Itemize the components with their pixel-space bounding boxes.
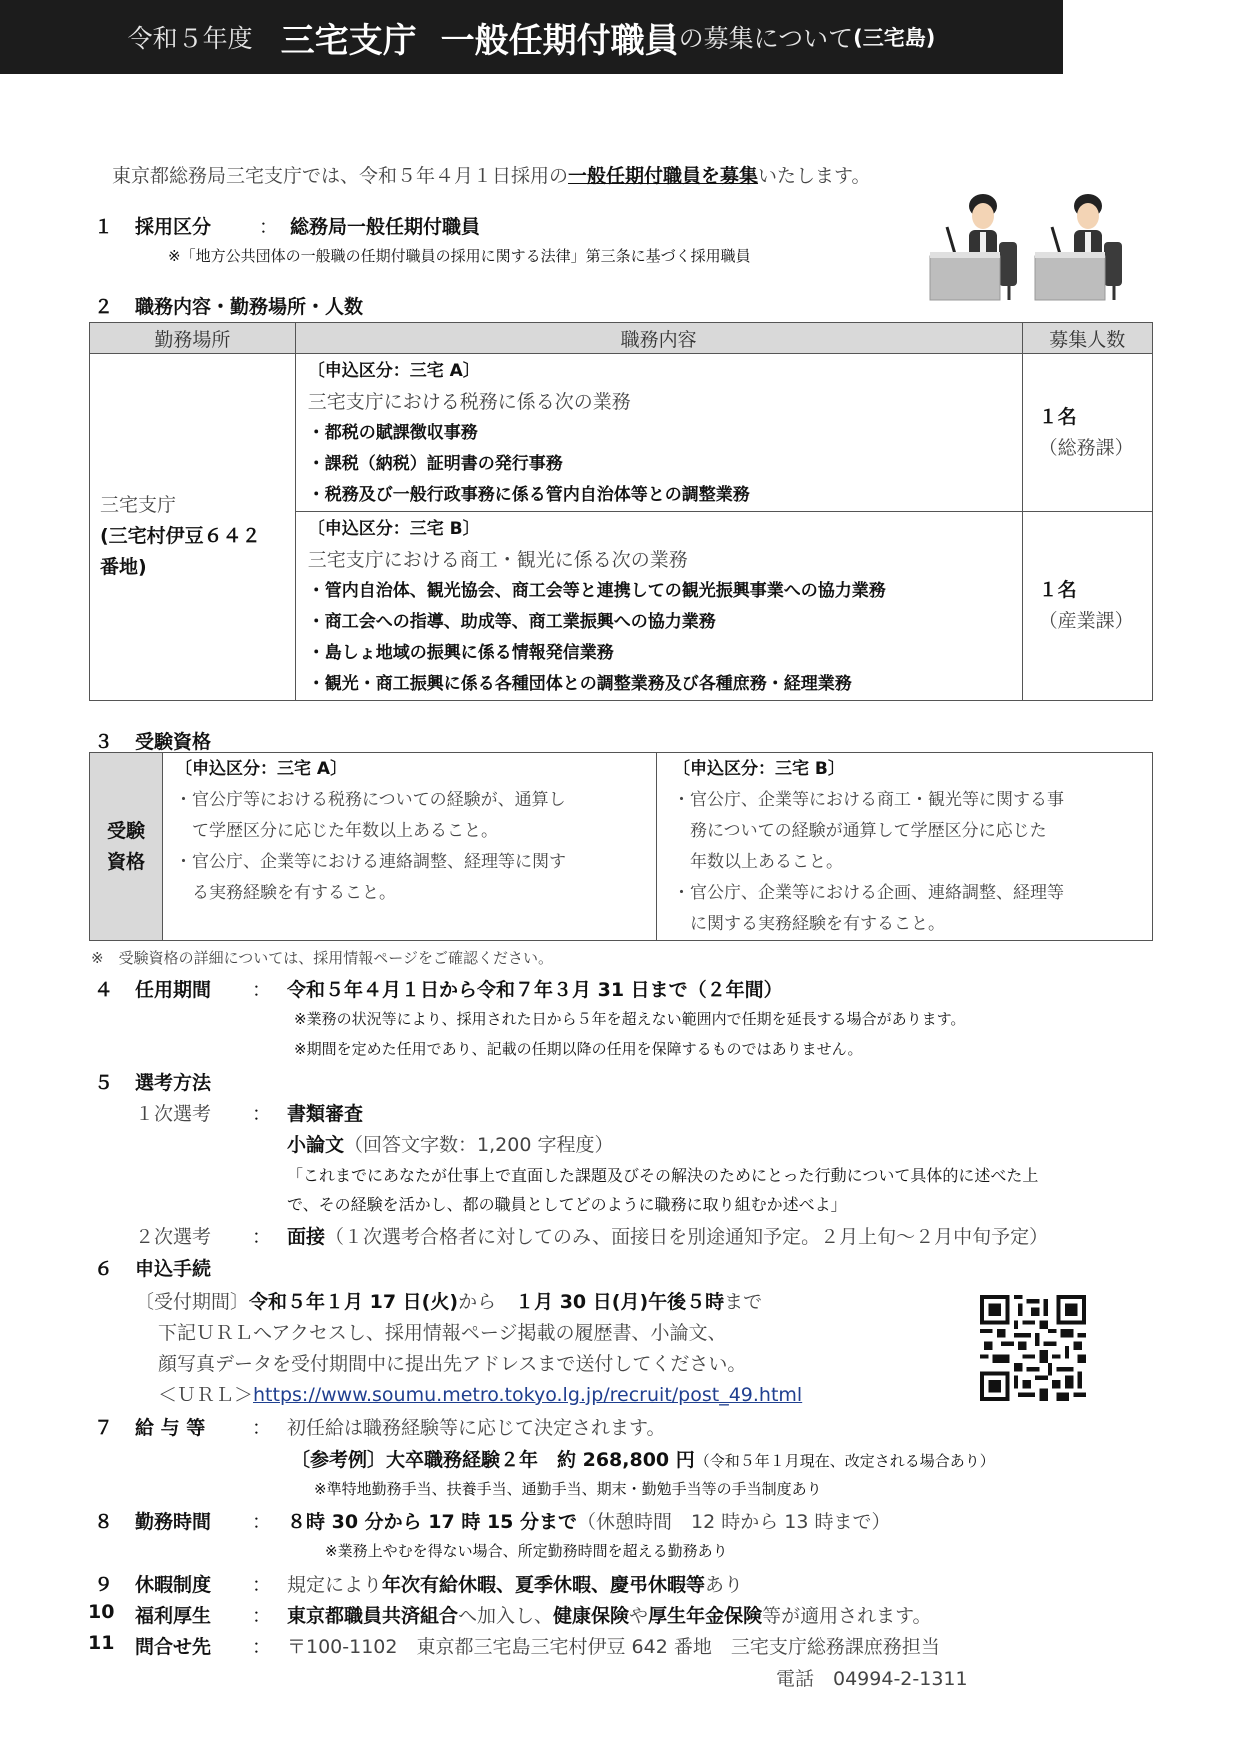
s7-example: 〔参考例〕大卒職務経験２年 約 268,800 円（令和５年１月現在、改定される場合あり）	[291, 1449, 995, 1471]
duties-b-label: 〔申込区分：三宅 B〕	[307, 519, 480, 539]
duties-b-item: ・観光・商工振興に係る各種団体との調整業務及び各種庶務・経理業務	[307, 674, 852, 694]
s5-second-label: ２次選考	[135, 1226, 212, 1248]
place-line: 三宅支庁	[100, 493, 177, 516]
s8-colon: ：	[252, 1511, 272, 1533]
s4-note: ※期間を定めた任用であり、記載の任期以降の任用を保障するものではありません。	[294, 1040, 863, 1058]
qual-b-line: ・官公庁、企業等における商工・観光等に関する事	[673, 790, 1064, 810]
url-label: ＜ＵＲＬ＞	[158, 1384, 254, 1406]
qualification-label: 受験	[106, 819, 145, 842]
qual-b-label: 〔申込区分：三宅 B〕	[673, 759, 845, 779]
s2-number: ２	[94, 296, 114, 318]
duties-table	[89, 322, 1153, 701]
recruit-url-link[interactable]: https://www.soumu.metro.tokyo.lg.jp/recruit/post_49.html	[253, 1384, 803, 1406]
s6-instructions: 顔写真データを受付期間中に提出先アドレスまで送付してください。	[158, 1353, 747, 1375]
duties-a-cell	[295, 354, 1022, 512]
place-line: 番地)	[100, 555, 147, 578]
duties-b-cell	[295, 512, 1022, 701]
s6-title: 申込手続	[135, 1258, 212, 1280]
count-b: １名	[1038, 579, 1077, 601]
place-line: (三宅村伊豆６４２	[100, 524, 261, 547]
s3-note: ※ 受験資格の詳細については、採用情報ページをご確認ください。	[91, 949, 553, 967]
qual-a-line: る実務経験を有すること。	[175, 883, 396, 903]
s4-title: 任用期間	[135, 979, 212, 1001]
s10-title: 福利厚生	[135, 1605, 212, 1627]
duties-a-label: 〔申込区分：三宅 A〕	[307, 361, 480, 381]
s11-tel: 電話 04994-2-1311	[776, 1668, 968, 1690]
s11-title: 問合せ先	[135, 1636, 212, 1658]
qr-code-icon[interactable]	[980, 1295, 1086, 1401]
s4-note: ※業務の状況等により、採用された日から５年を超えない範囲内で任期を延長する場合があります。	[294, 1010, 966, 1028]
qual-a-line: ・官公庁等における税務についての経験が、通算し	[175, 790, 566, 810]
s5-number: ５	[94, 1072, 114, 1094]
s6-url-row	[158, 1380, 802, 1407]
banner-office: 三宅支庁	[280, 20, 417, 61]
duties-b-lead: 三宅支庁における商工・観光に係る次の業務	[307, 549, 688, 571]
work-place-cell	[90, 354, 296, 701]
count-a: １名	[1038, 405, 1077, 428]
banner-suffix: の募集について	[678, 24, 854, 53]
s10-value: 東京都職員共済組合へ加入し、健康保険や厚生年金保険等が適用されます。	[287, 1605, 932, 1627]
s8-title: 勤務時間	[135, 1511, 212, 1533]
s5-essay-question: 「これまでにあなたが仕事上で直面した課題及びその解決のためにとった行動について具体的に述べた上	[287, 1166, 1039, 1185]
duties-a-lead: 三宅支庁における税務に係る次の業務	[307, 391, 631, 413]
s5-title: 選考方法	[135, 1072, 212, 1094]
count-b-cell	[1022, 512, 1152, 701]
banner-job: 一般任期付職員	[440, 20, 679, 61]
intro-text: 東京都総務局三宅支庁では、令和５年４月１日採用の一般任期付職員を募集いたします。	[112, 165, 871, 187]
s6-instructions: 下記ＵＲＬへアクセスし、採用情報ページ掲載の履歴書、小論文、	[158, 1322, 727, 1344]
s1-colon: ：	[259, 216, 279, 238]
header-place: 勤務場所	[90, 323, 296, 354]
title-banner	[0, 0, 1063, 74]
qualification-label-cell	[90, 753, 163, 941]
duties-a-item: ・税務及び一般行政事務に係る管内自治体等との調整業務	[307, 485, 750, 505]
count-a-cell	[1022, 354, 1152, 512]
office-worker-illustration	[1030, 192, 1140, 302]
qualification-label: 資格	[106, 850, 145, 873]
duties-b-item: ・商工会への指導、助成等、商工業振興への協力業務	[307, 612, 716, 632]
dept-a: （総務課）	[1038, 436, 1134, 459]
s1-note: ※「地方公共団体の一般職の任期付職員の採用に関する法律」第三条に基づく採用職員	[168, 247, 751, 265]
qual-b-line: に関する実務経験を有すること。	[673, 914, 945, 934]
qual-b-line: ・官公庁、企業等における企画、連絡調整、経理等	[673, 883, 1064, 903]
s5-first-value: 書類審査	[287, 1103, 364, 1125]
office-worker-illustration	[925, 192, 1035, 302]
s5-colon: ：	[252, 1226, 272, 1248]
qual-a-line: て学歴区分に応じた年数以上あること。	[175, 821, 498, 841]
s2-title: 職務内容・勤務場所・人数	[135, 296, 364, 318]
qualification-a-cell	[163, 753, 657, 941]
duties-b-item: ・管内自治体、観光協会、商工会等と連携しての観光振興事業への協力業務	[307, 581, 886, 601]
s11-number: 11	[88, 1632, 115, 1654]
s8-number: ８	[94, 1511, 114, 1533]
s11-address: 〒100-1102 東京都三宅島三宅村伊豆 642 番地 三宅支庁総務課庶務担当	[287, 1636, 940, 1658]
s1-number: １	[94, 216, 114, 238]
s7-value: 初任給は職務経験等に応じて決定されます。	[287, 1417, 666, 1439]
banner-year: 令和５年度	[127, 24, 253, 53]
s5-colon: ：	[252, 1103, 272, 1125]
s9-value: 規定により年次有給休暇、夏季休暇、慶弔休暇等あり	[287, 1574, 744, 1596]
s5-first-label: １次選考	[135, 1103, 212, 1125]
header-duties: 職務内容	[295, 323, 1022, 354]
s8-note: ※業務上やむを得ない場合、所定勤務時間を超える勤務あり	[325, 1542, 728, 1560]
duties-a-item: ・都税の賦課徴収事務	[307, 423, 478, 443]
qualification-table	[89, 752, 1153, 941]
s3-number: ３	[94, 731, 114, 753]
banner-island: (三宅島)	[853, 26, 936, 50]
s1-title: 採用区分	[135, 216, 212, 238]
dept-b: （産業課）	[1038, 610, 1134, 632]
s10-colon: ：	[252, 1605, 272, 1627]
s9-number: ９	[94, 1574, 114, 1596]
s5-essay-question: で、その経験を活かし、都の職員としてどのように職務に取り組むか述べよ」	[287, 1195, 847, 1214]
header-count: 募集人数	[1022, 323, 1152, 354]
s6-period: 〔受付期間〕令和５年１月 17 日(火)から １月 30 日(月)午後５時まで	[135, 1291, 763, 1313]
s9-title: 休暇制度	[135, 1574, 212, 1596]
s4-value: 令和５年４月１日から令和７年３月 31 日まで（２年間）	[287, 979, 783, 1001]
duties-a-item: ・課税（納税）証明書の発行事務	[307, 454, 563, 474]
s8-value: ８時 30 分から 17 時 15 分まで（休憩時間 12 時から 13 時まで）	[287, 1511, 891, 1533]
s10-number: 10	[88, 1601, 115, 1623]
qual-a-label: 〔申込区分：三宅 A〕	[175, 759, 348, 779]
s6-number: ６	[94, 1258, 114, 1280]
s7-colon: ：	[252, 1417, 272, 1439]
s5-second-value: 面接（１次選考合格者に対してのみ、面接日を別途通知予定。２月上旬～２月中旬予定）	[287, 1226, 1049, 1248]
s4-colon: ：	[252, 979, 272, 1001]
s11-colon: ：	[252, 1636, 272, 1658]
s1-value: 総務局一般任期付職員	[290, 216, 481, 238]
duties-b-item: ・島しょ地域の振興に係る情報発信業務	[307, 643, 614, 663]
s3-title: 受験資格	[135, 731, 212, 753]
s7-number: ７	[94, 1417, 114, 1439]
qual-b-line: 年数以上あること。	[673, 852, 843, 872]
s9-colon: ：	[252, 1574, 272, 1596]
qualification-b-cell	[657, 753, 1153, 941]
qual-b-line: 務についての経験が通算して学歴区分に応じた	[673, 821, 1047, 841]
s5-essay: 小論文（回答文字数：1,200 字程度）	[287, 1134, 614, 1156]
qual-a-line: ・官公庁、企業等における連絡調整、経理等に関す	[175, 852, 566, 872]
s7-note: ※準特地勤務手当、扶養手当、通勤手当、期末・勤勉手当等の手当制度あり	[314, 1480, 822, 1498]
s7-title: 給 与 等	[135, 1417, 206, 1439]
s4-number: ４	[94, 979, 114, 1001]
